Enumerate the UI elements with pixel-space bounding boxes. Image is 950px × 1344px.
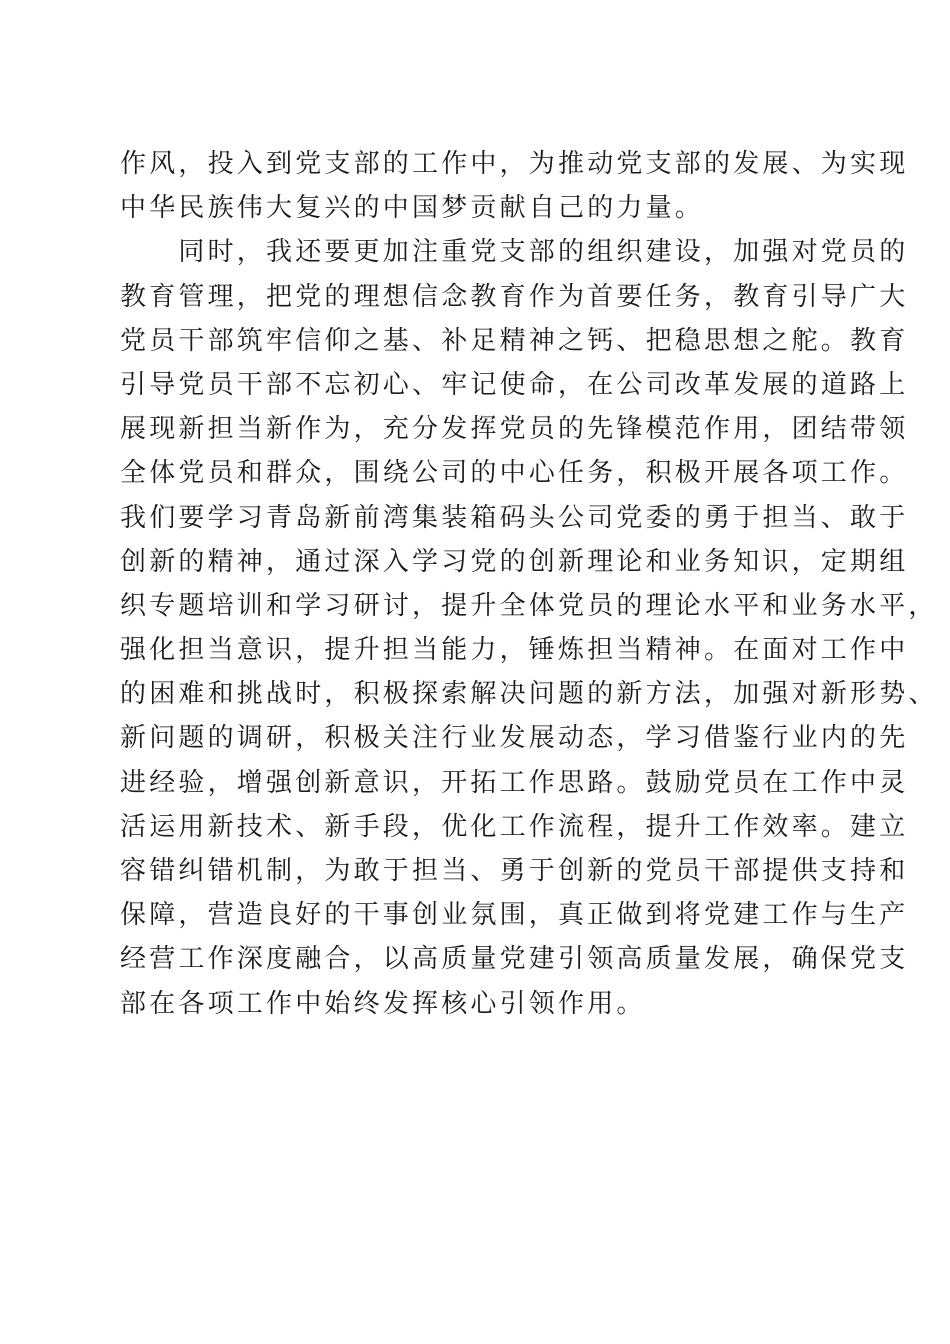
text-line: 全体党员和群众，围绕公司的中心任务，积极开展各项工作。	[120, 458, 909, 489]
text-line: 教育管理，把党的理想信念教育作为首要任务，教育引导广大	[120, 281, 909, 312]
text-line: 中华民族伟大复兴的中国梦贡献自己的力量。	[120, 193, 705, 224]
text-line: 进经验，增强创新意识，开拓工作思路。鼓励党员在工作中灵	[120, 767, 909, 798]
text-line: 活运用新技术、新手段，优化工作流程，提升工作效率。建立	[120, 811, 909, 842]
text-line: 的困难和挑战时，积极探索解决问题的新方法，加强对新形势、	[120, 679, 938, 710]
body-text	[120, 142, 938, 1026]
text-line: 展现新担当新作为，充分发挥党员的先锋模范作用，团结带领	[120, 414, 909, 445]
text-line: 容错纠错机制，为敢于担当、勇于创新的党员干部提供支持和	[120, 856, 909, 886]
text-line: 同时，我还要更加注重党支部的组织建设，加强对党员的	[120, 237, 909, 268]
text-line: 强化担当意识，提升担当能力，锤炼担当精神。在面对工作中	[120, 635, 909, 666]
text-line: 新问题的调研，积极关注行业发展动态，学习借鉴行业内的先	[120, 723, 909, 754]
text-line: 党员干部筑牢信仰之基、补足精神之钙、把稳思想之舵。教育	[120, 325, 909, 356]
text-line: 创新的精神，通过深入学习党的创新理论和业务知识，定期组	[120, 546, 909, 577]
text-line: 部在各项工作中始终发挥核心引领作用。	[120, 988, 646, 1019]
text-line: 保障，营造良好的干事创业氛围，真正做到将党建工作与生产	[120, 900, 909, 931]
text-line: 引导党员干部不忘初心、牢记使命，在公司改革发展的道路上	[120, 369, 909, 400]
text-line: 织专题培训和学习研讨，提升全体党员的理论水平和业务水平，	[120, 590, 938, 621]
text-line: 经营工作深度融合，以高质量党建引领高质量发展，确保党支	[120, 944, 909, 975]
text-line: 作风，投入到党支部的工作中，为推动党支部的发展、为实现	[120, 149, 909, 179]
text-line: 我们要学习青岛新前湾集装箱码头公司党委的勇于担当、敢于	[120, 502, 909, 533]
